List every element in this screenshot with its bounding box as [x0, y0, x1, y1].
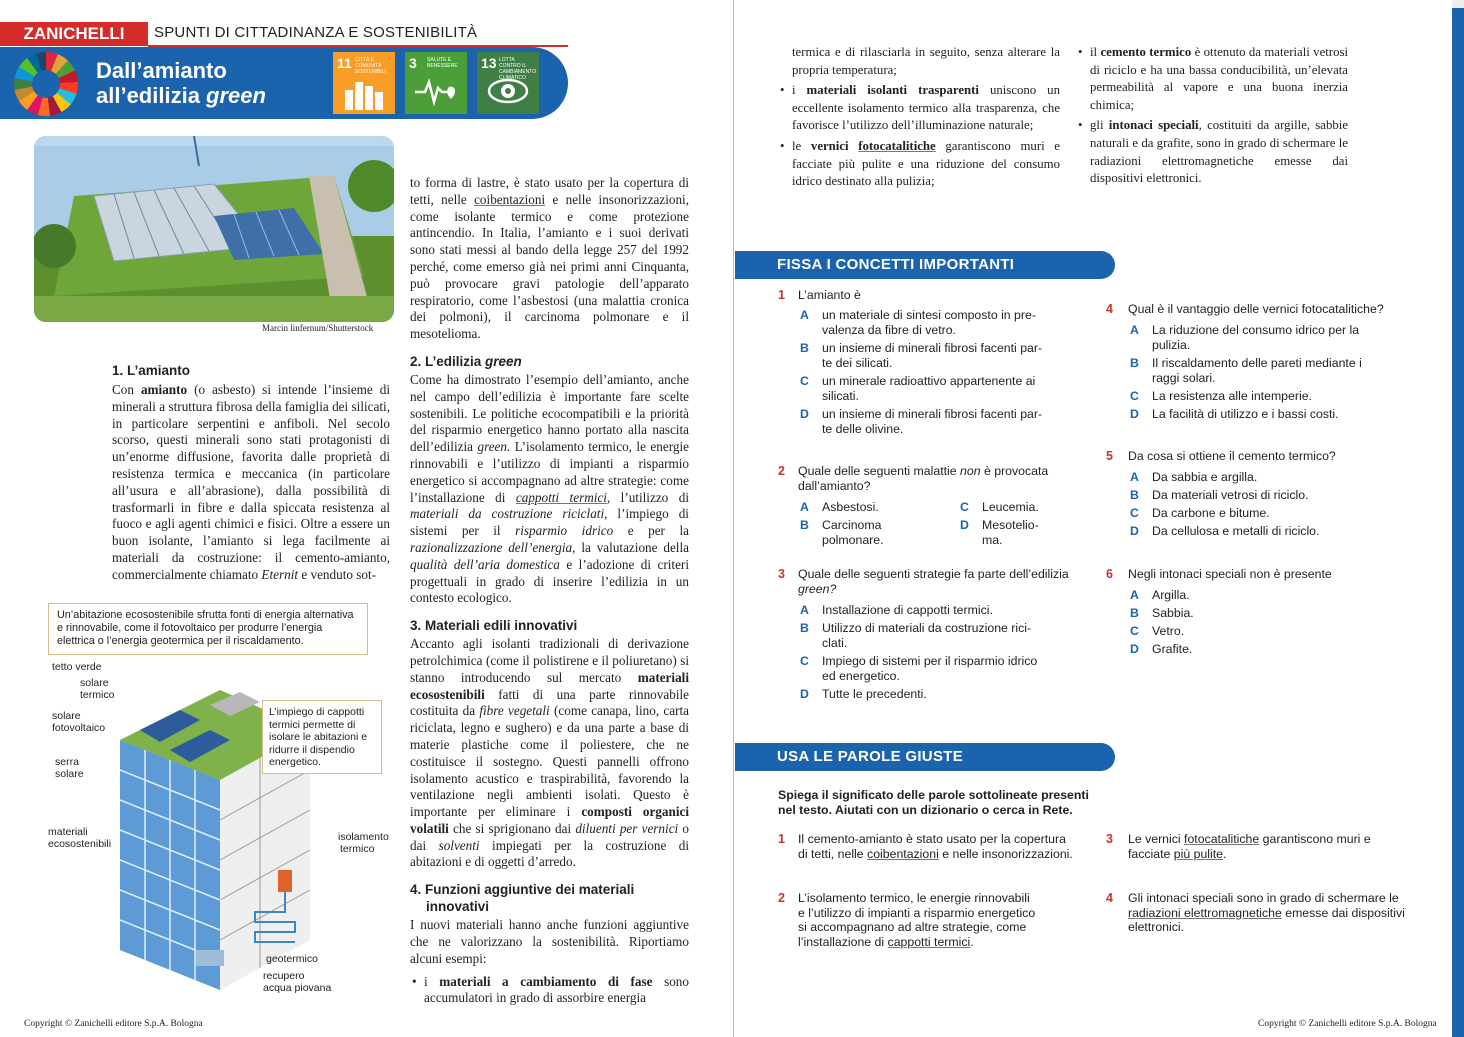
words-item-3: 3 Le vernici fotocatalitiche garantiscono muri e facciate più pulite. [1106, 832, 1371, 861]
quiz-question-4: 4 Qual è il vantaggio delle vernici fotocatalitiche? A La riduzione del consumo idrico per la pulizia. B Il riscaldamento delle pareti mediante i raggi solari. C La resistenza alle intemperie. D La facilità di utilizzo e i bassi costi. [1106, 302, 1384, 421]
label-isolamento-termico: isolamento termico [338, 831, 389, 855]
copyright-right: Copyright © Zanichelli editore S.p.A. Bologna [1258, 1019, 1437, 1029]
paragraph: I nuovi materiali hanno anche funzioni aggiuntive che ne valorizzano la sostenibilità. Riportiamo alcuni esempi: [410, 917, 689, 966]
quiz-question-5: 5 Da cosa si ottiene il cemento termico? A Da sabbia e argilla. B Da materiali vetrosi di riciclo. C Da carbone e bitume. D Da cellulosa e metalli di riciclo. [1106, 449, 1336, 538]
section-heading: 2. L’edilizia green [410, 353, 522, 369]
words-section-header: USA LE PAROLE GIUSTE [735, 743, 1115, 771]
section-paragraph: Con amianto (o asbesto) si intende l’insieme di minerali a struttura fibrosa della famiglia dei silicati, in particolare serpentini e anfiboli. Nel secolo scorso, questi minerali sono stati protagonisti di un’enorme diffusione, favorita dalle proprietà di resistenza termica e meccanica (in particolare all’usura e all’abrasione), dalla possibilità di trasformarli in fibre e dalla spiccata resistenza al fuoco e agli agenti chimici e fisici. Oltre a essere un buon isolante, l’amianto si lega facilmente ai materiali da costruzione: il cemento-amianto, commercialmente chiamato Eternit e venduto sot- [112, 382, 390, 582]
label-tetto-verde: tetto verde [52, 661, 102, 673]
copyright-left: Copyright © Zanichelli editore S.p.A. Bologna [24, 1019, 203, 1029]
quiz-question-3: 3 Quale delle seguenti strategie fa parte dell’edilizia green? A Installazione di cappotti termici. B Utilizzo di materiali da costruzione rici- clati. C Impiego di sistemi per il risparmio idrico ed energetico. D Tutte le precedenti. [778, 567, 1069, 701]
bullet-item: • i materiali a cambiamento di fase sono accumulatori in grado di assorbire energia [410, 974, 689, 1008]
bullet-item: • gli intonaci speciali, costituiti da argille, sabbie naturali e da grafite, sono in grado di schermare le radiazioni elettromagnetiche emesse dai dispositivi elettronici. [1076, 117, 1348, 187]
publisher-brand: ZANICHELLI [0, 22, 148, 46]
quiz-question-1: 1 L’amianto è A un materiale di sintesi composto in pre- valenza da fibre di vetro. B un insieme di minerali fibrosi facenti par- te dei silicati. C un minerale radioattivo appartenente ai silicati. D un insieme di minerali fibrosi facenti par- te delle olivine. [778, 288, 1043, 436]
page-edge-top [1452, 0, 1464, 8]
sdg-goal-11-icon: 11 CITTÀ E COMUNITÀ SOSTENIBILI [333, 52, 395, 114]
bullet-continuation: termica e di rilasciarla in seguito, senza alterare la propria temperatura; [792, 45, 1060, 77]
bullet-item: • le vernici fotocatalitiche garantiscono muri e facciate più pulite e una riduzione del consumo idrico destinato alla pulizia; [778, 138, 1060, 191]
paragraph: to forma di lastre, è stato usato per la copertura di tetti, nelle coibentazioni e nelle insonorizzazioni, come isolante termico e come protezione antincendio. In Italia, l’amianto e i suoi derivati sono stati messi al bando della legge 257 del 1992 perché, come emerso già nei primi anni Cinquanta, può provocare gravi patologie dell’apparato respiratorio, come l’asbestosi (una malattia cronica dei polmoni), il carcinoma polmonare e il mesotelioma. [410, 175, 690, 342]
sdg-wheel-icon [14, 52, 78, 116]
section-heading: 3. Materiali edili innovativi [410, 618, 578, 634]
green-roof-photo [34, 136, 394, 322]
paragraph: Accanto agli isolanti tradizionali di derivazione petrolchimica (come il polistirene e il poliuretano) si stanno introducendo sul mercato materiali ecosostenibili fatti di una parte rinnovabile costituita da fibre vegetali (come canapa, lino, carta riciclata, legno e sughero) e da una parte a base di materie plastiche come il poliestere, che ne costituisce il sostegno. Questi pannelli offrono isolamento acustico e traspirabilità, favorendo la ventilazione negli ambienti isolati. Questo è importante per eliminare i composti organici volatili che si sprigionano dai diluenti per vernici o dai solventi impiegati per la costruzione di abitazioni e di oggetti d’arredo. [410, 636, 690, 870]
page-edge-bar [1452, 8, 1464, 1037]
words-item-1: 1 Il cemento-amianto è stato usato per la copertura di tetti, nelle coibentazioni e nelle insonorizzazioni. [778, 832, 1073, 861]
page-title: Dall’amianto all’edilizia green [96, 58, 266, 108]
bullet-item: • i materiali isolanti trasparenti uniscono un eccellente isolamento termico alla trasparenza, che favorisce l’utilizzo dell’illuminazione naturale; [778, 82, 1060, 135]
section-heading: 1. L’amianto [112, 363, 191, 378]
sdg-goal-3-icon: 3 SALUTE E BENESSERE [405, 52, 467, 114]
photo-credit: Marcin linfernum/Shutterstock [262, 323, 374, 333]
words-item-4: 4 Gli intonaci speciali sono in grado di schermare le radiazioni elettromagnetiche emesse dai dispositivi elettronici. [1106, 891, 1405, 934]
illustration-caption: Un’abitazione ecosostenibile sfrutta fonti di energia alternativa e rinnovabile, come il fotovoltaico per produrre l’energia elettrica o l’energia geotermica per il riscaldamento. [48, 603, 368, 655]
quiz-section-header: FISSA I CONCETTI IMPORTANTI [735, 251, 1115, 279]
page-divider [733, 0, 734, 1037]
series-title: SPUNTI DI CITTADINANZA E SOSTENIBILITÀ [154, 24, 478, 41]
bullet-item: • il cemento termico è ottenuto da materiali vetrosi di riciclo e ha una bassa conducibilità, un’elevata permeabilità al vapore e una buona inerzia chimica; [1076, 44, 1348, 114]
words-intro: Spiega il significato delle parole sottolineate presenti nel testo. Aiutati con un dizionario o cerca in Rete. [778, 788, 1089, 817]
sdg-goal-13-icon: 13 LOTTA CONTRO IL CAMBIAMENTO CLIMATICO [477, 52, 539, 114]
right-column-2 [1076, 44, 1348, 188]
quiz-question-2: 2 Quale delle seguenti malattie non è provocata dall’amianto? A Asbestosi. B Carcinoma polmonare. C Leucemia. D Mesotelio- ma. [778, 464, 1049, 547]
right-column-1 [778, 44, 1060, 191]
middle-column [410, 175, 689, 1007]
paragraph: Come ha dimostrato l’esempio dell’amianto, anche nel campo dell’edilizia è importante fare scelte sostenibili. Le politiche ecocompatibili e la priorità del risparmio energetico hanno portato alla nascita dell’edilizia green. L’isolamento termico, le energie rinnovabili e l’utilizzo di impianti a risparmio energetico si accompagnano ad altre strategie: come l’installazione di cappotti termici, l’utilizzo di materiali da costruzione riciclati, l’impiego di sistemi per il risparmio idrico e per la razionalizzazione dell’energia, la valutazione della qualità dell’aria domestica e l’adozione di criteri progettuali in grado di inserire l’edilizia in un contesto ecologico. [410, 371, 689, 606]
label-materiali-ecosostenibili: materiali ecosostenibili [48, 826, 112, 850]
label-solare-fotovoltaico: solare fotovoltaico [52, 710, 106, 734]
words-item-2: 2 L’isolamento termico, le energie rinnovabili e l’utilizzo di impianti a risparmio energetico si accompagnano ad altre strategie, come l’installazione di cappotti termici. [778, 891, 1036, 949]
label-geotermico: geotermico [266, 953, 318, 965]
section-1 [112, 362, 390, 584]
label-solare-termico: solare termico [80, 677, 115, 701]
quiz-question-6: 6 Negli intonaci speciali non è presente A Argilla. B Sabbia. C Vetro. D Grafite. [1106, 567, 1332, 656]
label-recupero-acqua: recupero acqua piovana [263, 970, 332, 994]
label-serra-solare: serra solare [55, 756, 84, 780]
section-heading: 4. Funzioni aggiuntive dei materiali innovativi [410, 882, 635, 915]
callout-box: L’impiego di cappotti termici permette di isolare le abitazioni e ridurre il dispendio energetico. [262, 700, 382, 774]
